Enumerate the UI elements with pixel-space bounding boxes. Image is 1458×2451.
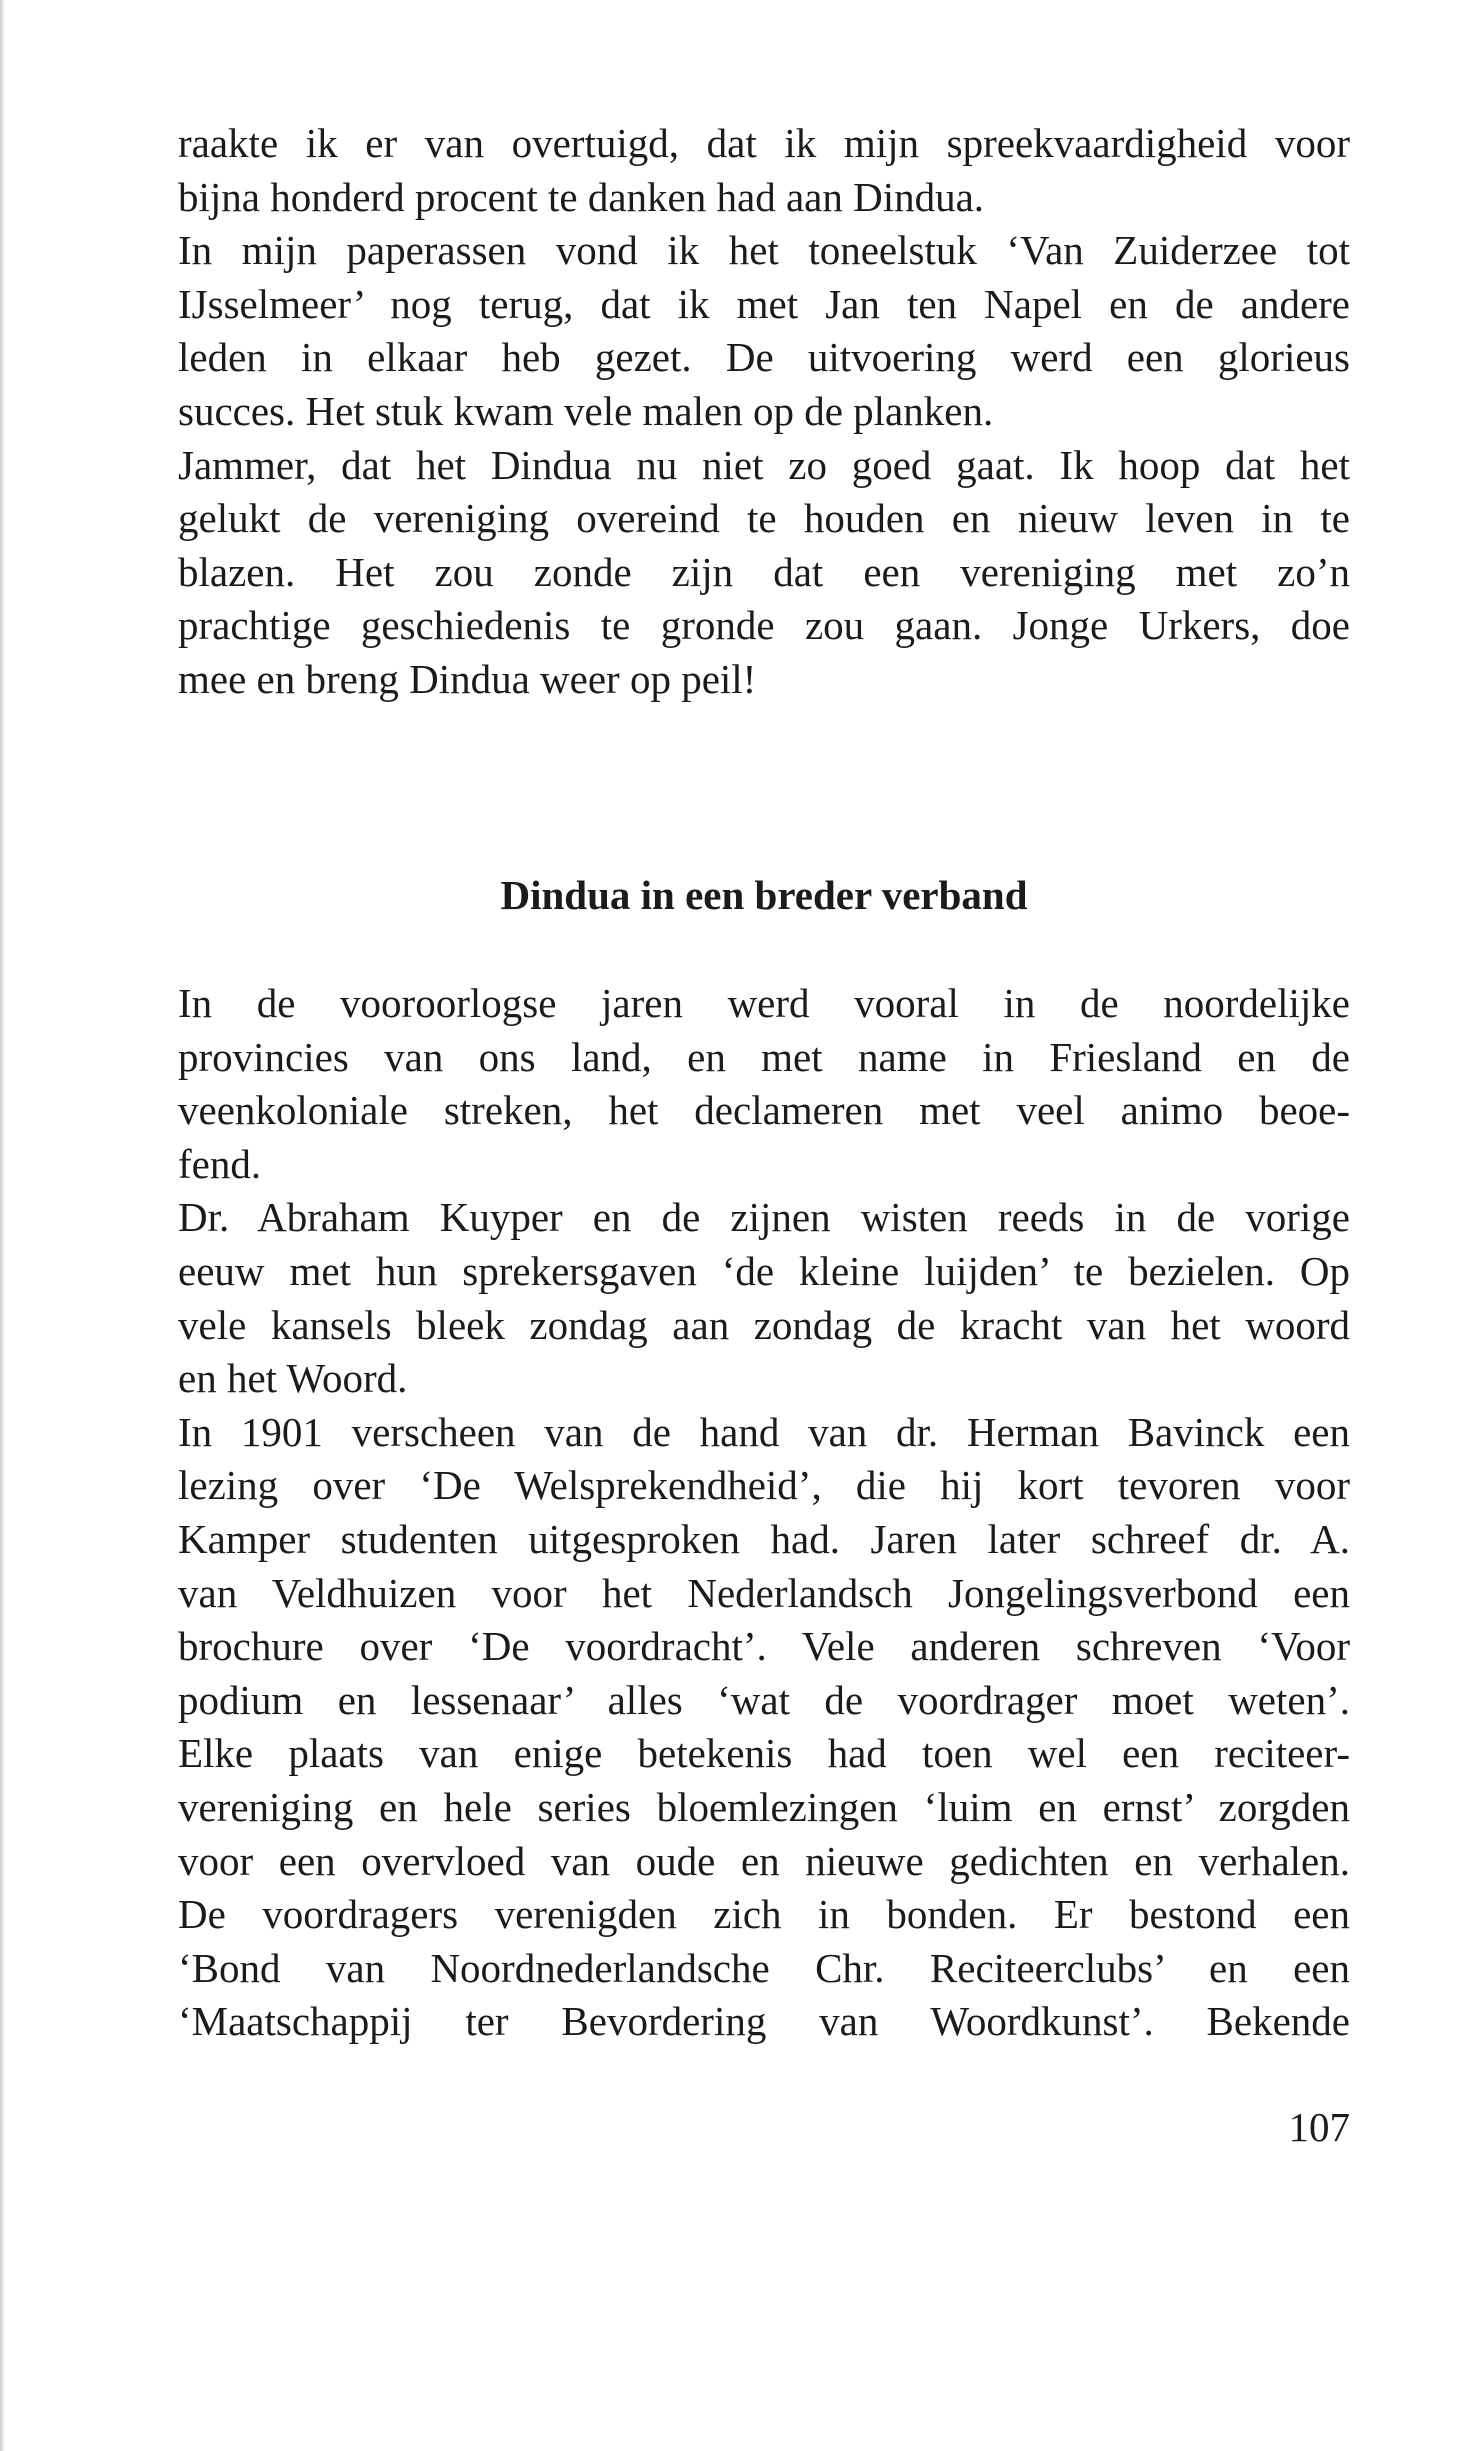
text-line: mee en breng Dindua weer op peil! [178, 655, 757, 702]
page-edge [0, 0, 5, 2451]
text-line: lezing over ‘De Welsprekendheid’, die hij kort tevoren voor [178, 1462, 1350, 1509]
section-heading: Dindua in een breder verband [500, 872, 1028, 918]
text-line: In mijn paperassen vond ik het toneelstuk ‘Van Zuiderzee tot [178, 227, 1350, 274]
text-line: IJsselmeer’ nog terug, dat ik met Jan ten Napel en de andere [178, 280, 1350, 327]
text-line: en het Woord. [178, 1355, 408, 1402]
text-line: Jammer, dat het Dindua nu niet zo goed gaat. Ik hoop dat het [178, 441, 1350, 488]
text-line: Elke plaats van enige betekenis had toen wel een reciteer- [178, 1730, 1350, 1777]
text-line: prachtige geschiedenis te gronde zou gaan. Jonge Urkers, doe [178, 602, 1350, 649]
text-line: raakte ik er van overtuigd, dat ik mijn spreekvaardigheid voor [178, 120, 1350, 166]
text-line: veenkoloniale streken, het declameren met veel animo beoe- [178, 1087, 1350, 1134]
text-line: vele kansels bleek zondag aan zondag de kracht van het woord [178, 1301, 1350, 1348]
text-line: De voordragers verenigden zich in bonden. Er bestond een [178, 1891, 1350, 1938]
text-line: Kamper studenten uitgesproken had. Jaren later schreef dr. A. [178, 1515, 1350, 1562]
text-line: provincies van ons land, en met name in Friesland en de [178, 1033, 1350, 1080]
intro-paragraph [178, 117, 1350, 707]
text-line: ‘Bond van Noordnederlandsche Chr. Reciteerclubs’ en een [178, 1944, 1350, 1991]
text-line: gelukt de vereniging overeind te houden en nieuw leven in te [178, 495, 1350, 542]
text-line: van Veldhuizen voor het Nederlandsch Jongelingsverbond een [178, 1569, 1350, 1616]
page-number: 107 [1288, 2104, 1350, 2150]
text-line: fend. [178, 1140, 262, 1187]
text-line: Dr. Abraham Kuyper en de zijnen wisten reeds in de vorige [178, 1194, 1350, 1241]
text-line: bijna honderd procent te danken had aan Dindua. [178, 173, 985, 220]
text-line: vereniging en hele series bloemlezingen ‘luim en ernst’ zorgden [178, 1783, 1350, 1830]
text-line: podium en lessenaar’ alles ‘wat de voordrager moet weten’. [178, 1676, 1350, 1723]
text-line: brochure over ‘De voordracht’. Vele anderen schreven ‘Voor [178, 1623, 1350, 1670]
text-line: voor een overvloed van oude en nieuwe gedichten en verhalen. [178, 1837, 1350, 1884]
text-line: succes. Het stuk kwam vele malen op de planken. [178, 387, 994, 434]
text-line: In 1901 verscheen van de hand van dr. Herman Bavinck een [178, 1408, 1350, 1455]
text-line: ‘Maatschappij ter Bevordering van Woordkunst’. Bekende [178, 1998, 1350, 2045]
section-body [178, 977, 1350, 2049]
text-line: In de vooroorlogse jaren werd vooral in de noordelijke [178, 980, 1350, 1026]
text-line: blazen. Het zou zonde zijn dat een vereniging met zo’n [178, 548, 1350, 595]
text-line: eeuw met hun sprekersgaven ‘de kleine luijden’ te bezielen. Op [178, 1247, 1350, 1294]
text-line: leden in elkaar heb gezet. De uitvoering werd een glorieus [178, 334, 1350, 381]
